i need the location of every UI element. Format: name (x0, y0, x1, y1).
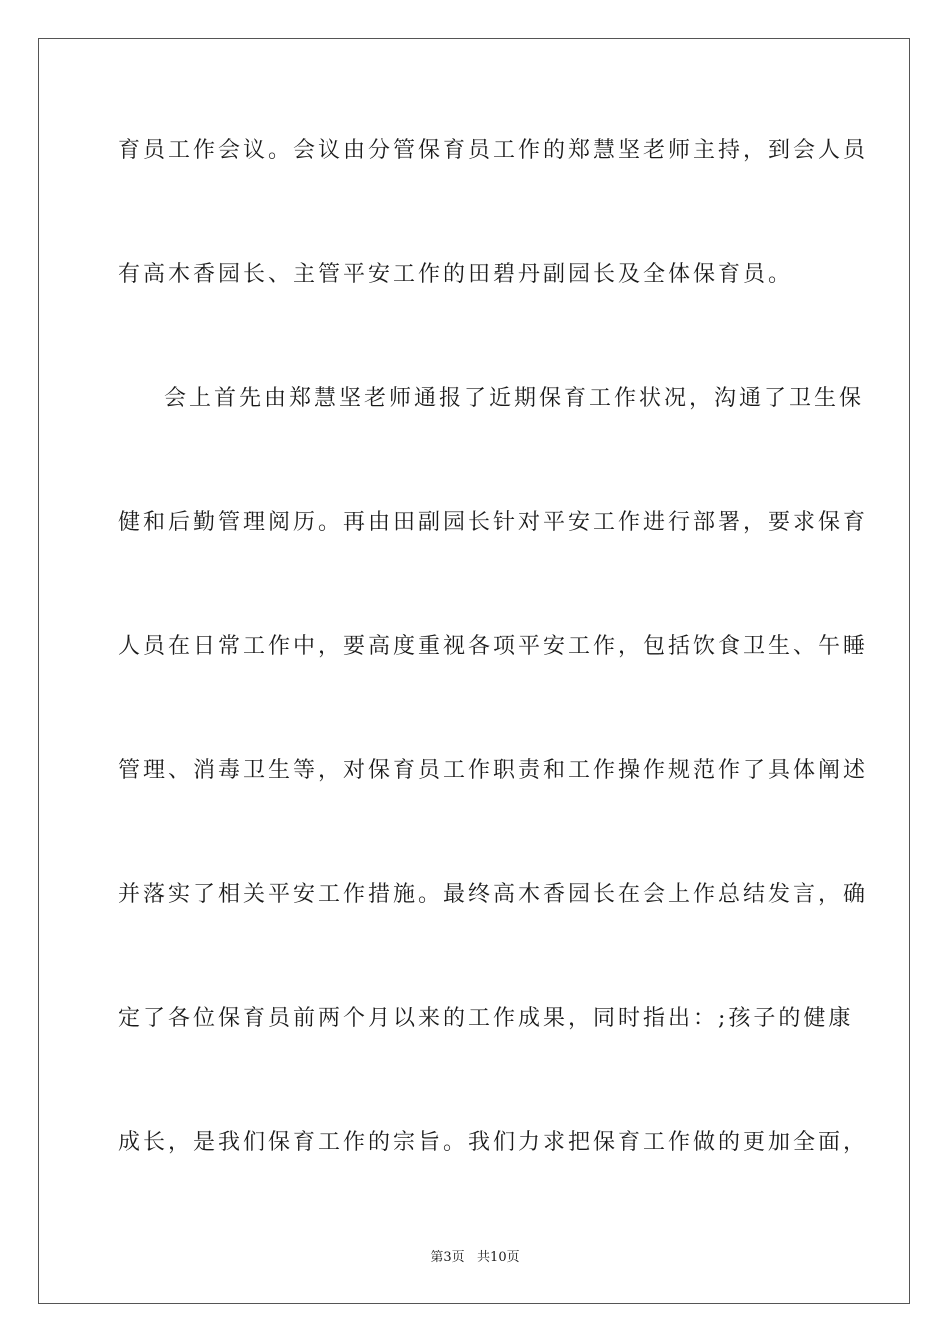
paragraph-line: 人员在日常工作中，要高度重视各项平安工作，包括饮食卫生、午睡 (118, 634, 869, 659)
paragraph-line: 育员工作会议。会议由分管保育员工作的郑慧坚老师主持，到会人员 (118, 138, 869, 163)
page-border (38, 38, 910, 1304)
paragraph-line: 管理、消毒卫生等，对保育员工作职责和工作操作规范作了具体阐述 (118, 758, 869, 783)
paragraph-line: 并落实了相关平安工作措施。最终高木香园长在会上作总结发言，确 (118, 882, 869, 907)
paragraph-line: 会上首先由郑慧坚老师通报了近期保育工作状况，沟通了卫生保 (164, 386, 865, 411)
paragraph-line: 成长，是我们保育工作的宗旨。我们力求把保育工作做的更加全面， (118, 1130, 869, 1155)
paragraph-line: 健和后勤管理阅历。再由田副园长针对平安工作进行部署，要求保育 (118, 510, 869, 535)
paragraph-line: 定了各位保育员前两个月以来的工作成果，同时指出：;孩子的健康 (118, 1006, 854, 1031)
paragraph-line: 有高木香园长、主管平安工作的田碧丹副园长及全体保育员。 (118, 262, 794, 287)
page-number-footer: 第3页 共10页 (430, 1250, 520, 1265)
